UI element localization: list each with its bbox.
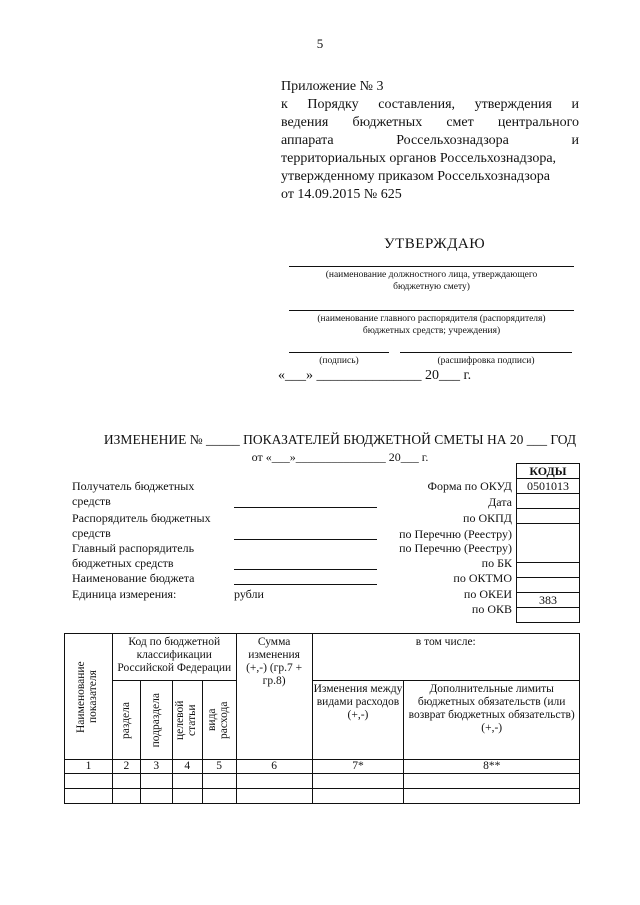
okpd-label: по ОКПД (463, 511, 512, 525)
header-classification: Код по бюджетной классификации Российской Федерации (112, 634, 236, 681)
column-number: 6 (236, 760, 312, 774)
signature-line (289, 352, 389, 353)
signature-caption: (подпись) (319, 356, 359, 366)
document-title: ИЗМЕНЕНИЕ № _____ ПОКАЗАТЕЛЕЙ БЮДЖЕТНОЙ СМЕТЫ НА 20 ___ ГОД (103, 432, 577, 447)
bk-code[interactable] (517, 563, 580, 578)
okpd-code[interactable] (517, 509, 580, 524)
table-row (65, 789, 580, 804)
okud-code[interactable]: 0501013 (517, 479, 580, 494)
approval-title: УТВЕРЖДАЮ (384, 236, 486, 252)
main-manager-label: Главный распорядитель бюджетных средств (72, 541, 195, 570)
registry-label: по Перечню (Реестру) (399, 541, 512, 555)
registry-code[interactable] (517, 524, 580, 563)
appendix-line: территориальных органов Россельхознадзора, (281, 151, 557, 166)
decoding-line (400, 352, 572, 353)
manager-line (289, 310, 574, 311)
appendix-line: Приложение № 3 (281, 79, 384, 94)
column-number: 8** (404, 760, 580, 774)
manager-caption: (наименование главного распорядителя (распорядителя) бюджетных средств; учреждения) (317, 314, 546, 336)
appendix-block (281, 78, 579, 204)
header-subsection: подраздела (140, 681, 172, 760)
appendix-line: к Порядку составления, утверждения и (281, 97, 579, 112)
decoding-caption: (расшифровка подписи) (437, 356, 535, 366)
header-expense: вида расхода (202, 681, 236, 760)
unit-value: рубли (234, 587, 264, 601)
appendix-line: аппарата Россельхознадзора и (281, 133, 579, 148)
official-caption: (наименование должностного лица, утверждающего бюджетную смету) (325, 270, 538, 292)
table-row (65, 774, 580, 789)
header-indicator: Наименование показателя (65, 634, 113, 760)
unit-label: Единица измерения: (72, 587, 177, 601)
okei-label: по ОКЕИ (463, 587, 512, 601)
registry-label: по Перечню (Реестру) (399, 527, 512, 541)
header-target: целевой статьи (172, 681, 202, 760)
approval-date: «___» _______________ 20___ г. (278, 368, 472, 383)
recipient-label: Получатель бюджетных средств (72, 479, 195, 508)
okv-label: по ОКВ (471, 602, 512, 616)
column-number: 1 (65, 760, 113, 774)
oktmo-label: по ОКТМО (453, 571, 512, 585)
page-number: 5 (316, 36, 324, 51)
date-code[interactable] (517, 494, 580, 509)
okud-label: Форма по ОКУД (427, 479, 512, 493)
bk-label: по БК (481, 556, 512, 570)
codes-header: КОДЫ (517, 464, 580, 479)
indicators-table (64, 633, 580, 804)
appendix-line: утвержденному приказом Россельхознадзора (281, 169, 550, 184)
header-sum: Сумма изменения (+,-) (гр.7 + гр.8) (236, 634, 312, 760)
budget-name-label: Наименование бюджета (72, 571, 195, 585)
appendix-line: от 14.09.2015 № 625 (281, 187, 402, 202)
date-label: Дата (488, 495, 512, 509)
header-changes: Изменения между видами расходов (+,-) (312, 681, 404, 760)
column-number: 7* (312, 760, 404, 774)
okv-code[interactable] (517, 608, 580, 623)
column-number: 5 (202, 760, 236, 774)
column-number: 4 (172, 760, 202, 774)
document-date: от «___»_______________ 20___ г. (251, 450, 429, 464)
okei-code[interactable]: 383 (517, 593, 580, 608)
oktmo-code[interactable] (517, 578, 580, 593)
column-numbers-row (65, 760, 580, 774)
column-number: 2 (112, 760, 140, 774)
manager-label: Распорядитель бюджетных средств (72, 511, 211, 540)
header-including: в том числе: (312, 634, 579, 681)
column-number: 3 (140, 760, 172, 774)
codes-table (516, 463, 580, 623)
header-section: раздела (112, 681, 140, 760)
appendix-line: ведения бюджетных смет центрального (281, 115, 579, 130)
header-limits: Дополнительные лимиты бюджетных обязательств (или возврат бюджетных обязательств) (+,-) (404, 681, 580, 760)
official-line (289, 266, 574, 267)
